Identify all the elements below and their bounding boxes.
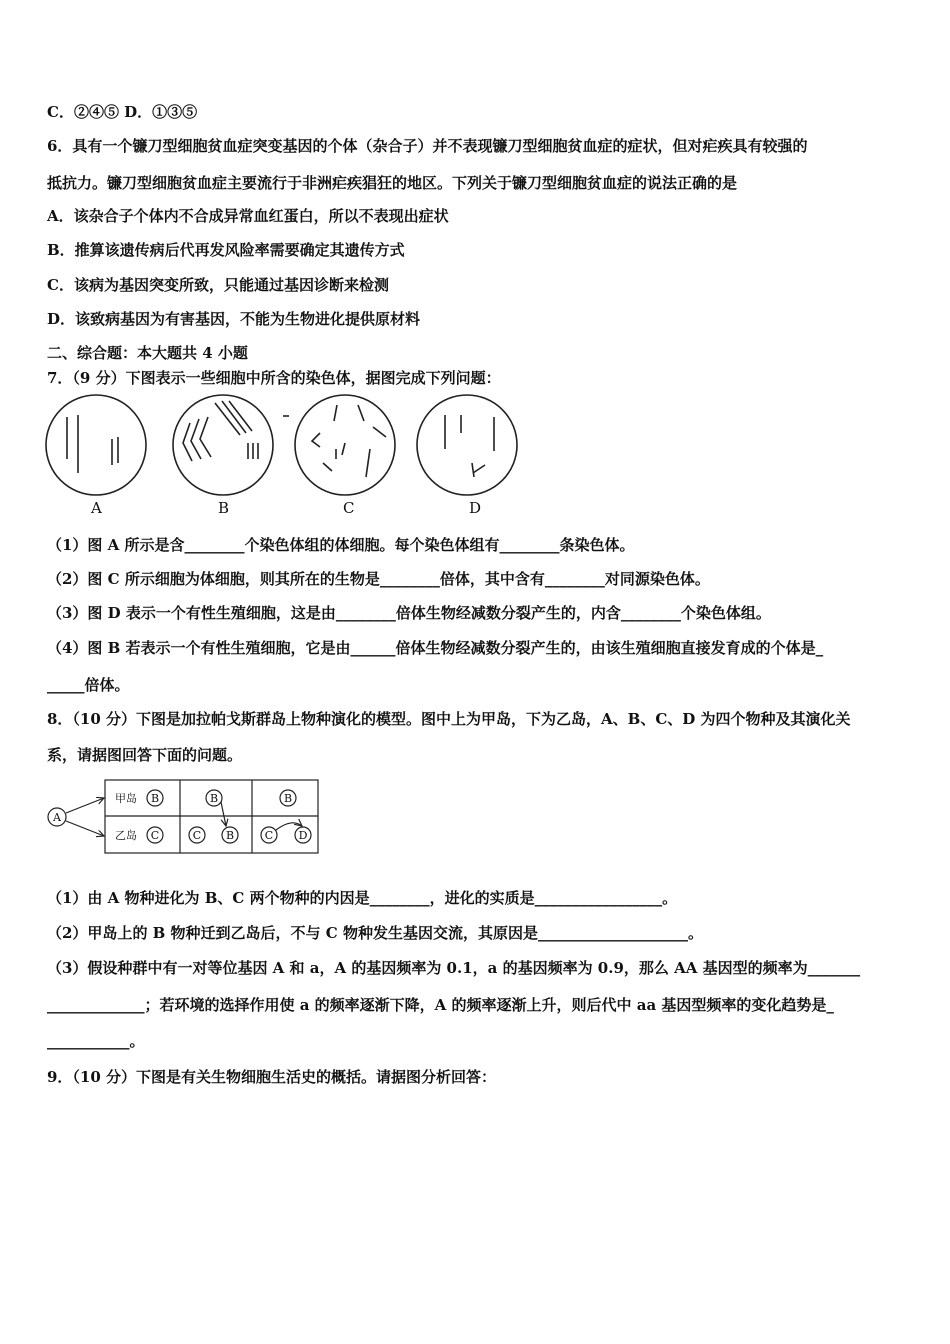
q8-part-3-cont: _____________；若环境的选择作用使 a 的频率逐渐下降，A 的频率逐渐上升，则后代中 aa 基因型频率的变化趋势是_ xyxy=(47,996,834,1014)
option-c: C．该病为基因突变所致，只能通过基因诊断来检测 xyxy=(47,276,389,294)
species-b: B xyxy=(225,829,235,842)
q7-part-4-cont: _____倍体。 xyxy=(47,676,130,694)
island-evolution-figure xyxy=(40,774,330,860)
question-7-stem: 7．（9 分）下图表示一些细胞中所含的染色体，据图完成下列问题： xyxy=(47,369,501,387)
cell-b-label: B xyxy=(218,499,230,517)
question-8-stem: 8．（10 分）下图是加拉帕戈斯群岛上物种演化的模型。图中上为甲岛，下为乙岛，A、B、C、D 为四个物种及其演化关 xyxy=(47,710,851,728)
species-b: B xyxy=(150,792,160,805)
question-9-stem: 9．（10 分）下图是有关生物细胞生活史的概括。请据图分析回答： xyxy=(47,1068,497,1086)
section-heading: 二、综合题：本大题共 4 小题 xyxy=(47,344,248,362)
island-bottom-label: 乙岛 xyxy=(115,829,137,842)
q7-part-1: （1）图 A 所示是含________个染色体组的体细胞。每个染色体组有________条染色体。 xyxy=(47,536,635,554)
cell-a-label: A xyxy=(91,499,102,517)
species-d: D xyxy=(298,829,308,842)
cell-a-circle xyxy=(46,395,146,495)
species-c: C xyxy=(264,829,274,842)
question-8-stem-cont: 系，请据图回答下面的问题。 xyxy=(47,746,243,764)
option-d: D．该致病基因为有害基因，不能为生物进化提供原材料 xyxy=(47,310,421,328)
species-b: B xyxy=(283,792,293,805)
cell-c-label: C xyxy=(343,499,355,517)
q8-part-1: （1）由 A 物种进化为 B、C 两个物种的内因是________，进化的实质是_________________。 xyxy=(47,889,678,907)
question-6-stem: 6．具有一个镰刀型细胞贫血症突变基因的个体（杂合子）并不表现镰刀型细胞贫血症的症状，但对疟疾具有较强的 xyxy=(47,137,808,155)
species-b: B xyxy=(209,792,219,805)
q8-part-2: （2）甲岛上的 B 物种迁到乙岛后，不与 C 物种发生基因交流，其原因是____________________。 xyxy=(47,924,703,942)
cell-d-circle xyxy=(417,395,517,495)
species-c: C xyxy=(192,829,202,842)
q7-part-3: （3）图 D 表示一个有性生殖细胞，这是由________倍体生物经减数分裂产生的，内含________个染色体组。 xyxy=(47,604,771,622)
option-b: B．推算该遗传病后代再发风险率需要确定其遗传方式 xyxy=(47,241,405,259)
q8-part-3-cont2: ___________。 xyxy=(47,1032,145,1050)
question-6-stem-cont: 抵抗力。镰刀型细胞贫血症主要流行于非洲疟疾猖狂的地区。下列关于镰刀型细胞贫血症的说法正确的是 xyxy=(47,174,738,192)
cell-d-label: D xyxy=(469,499,482,517)
species-a: A xyxy=(53,811,61,824)
chromosome-figure xyxy=(40,393,530,523)
q7-part-4: （4）图 B 若表示一个有性生殖细胞，它是由______倍体生物经减数分裂产生的，由该生殖细胞直接发育成的个体是_ xyxy=(47,639,824,657)
q7-part-2: （2）图 C 所示细胞为体细胞，则其所在的生物是________倍体，其中含有________对同源染色体。 xyxy=(47,570,710,588)
island-top-label: 甲岛 xyxy=(115,792,137,805)
option-a: A．该杂合子个体内不合成异常血红蛋白，所以不表现出症状 xyxy=(47,207,449,225)
species-c: C xyxy=(150,829,160,842)
option-cd-line: C．②④⑤ D．①③⑤ xyxy=(47,103,198,121)
q8-part-3: （3）假设种群中有一对等位基因 A 和 a，A 的基因频率为 0.1，a 的基因频率为 0.9，那么 AA 基因型的频率为_______ xyxy=(47,959,861,977)
